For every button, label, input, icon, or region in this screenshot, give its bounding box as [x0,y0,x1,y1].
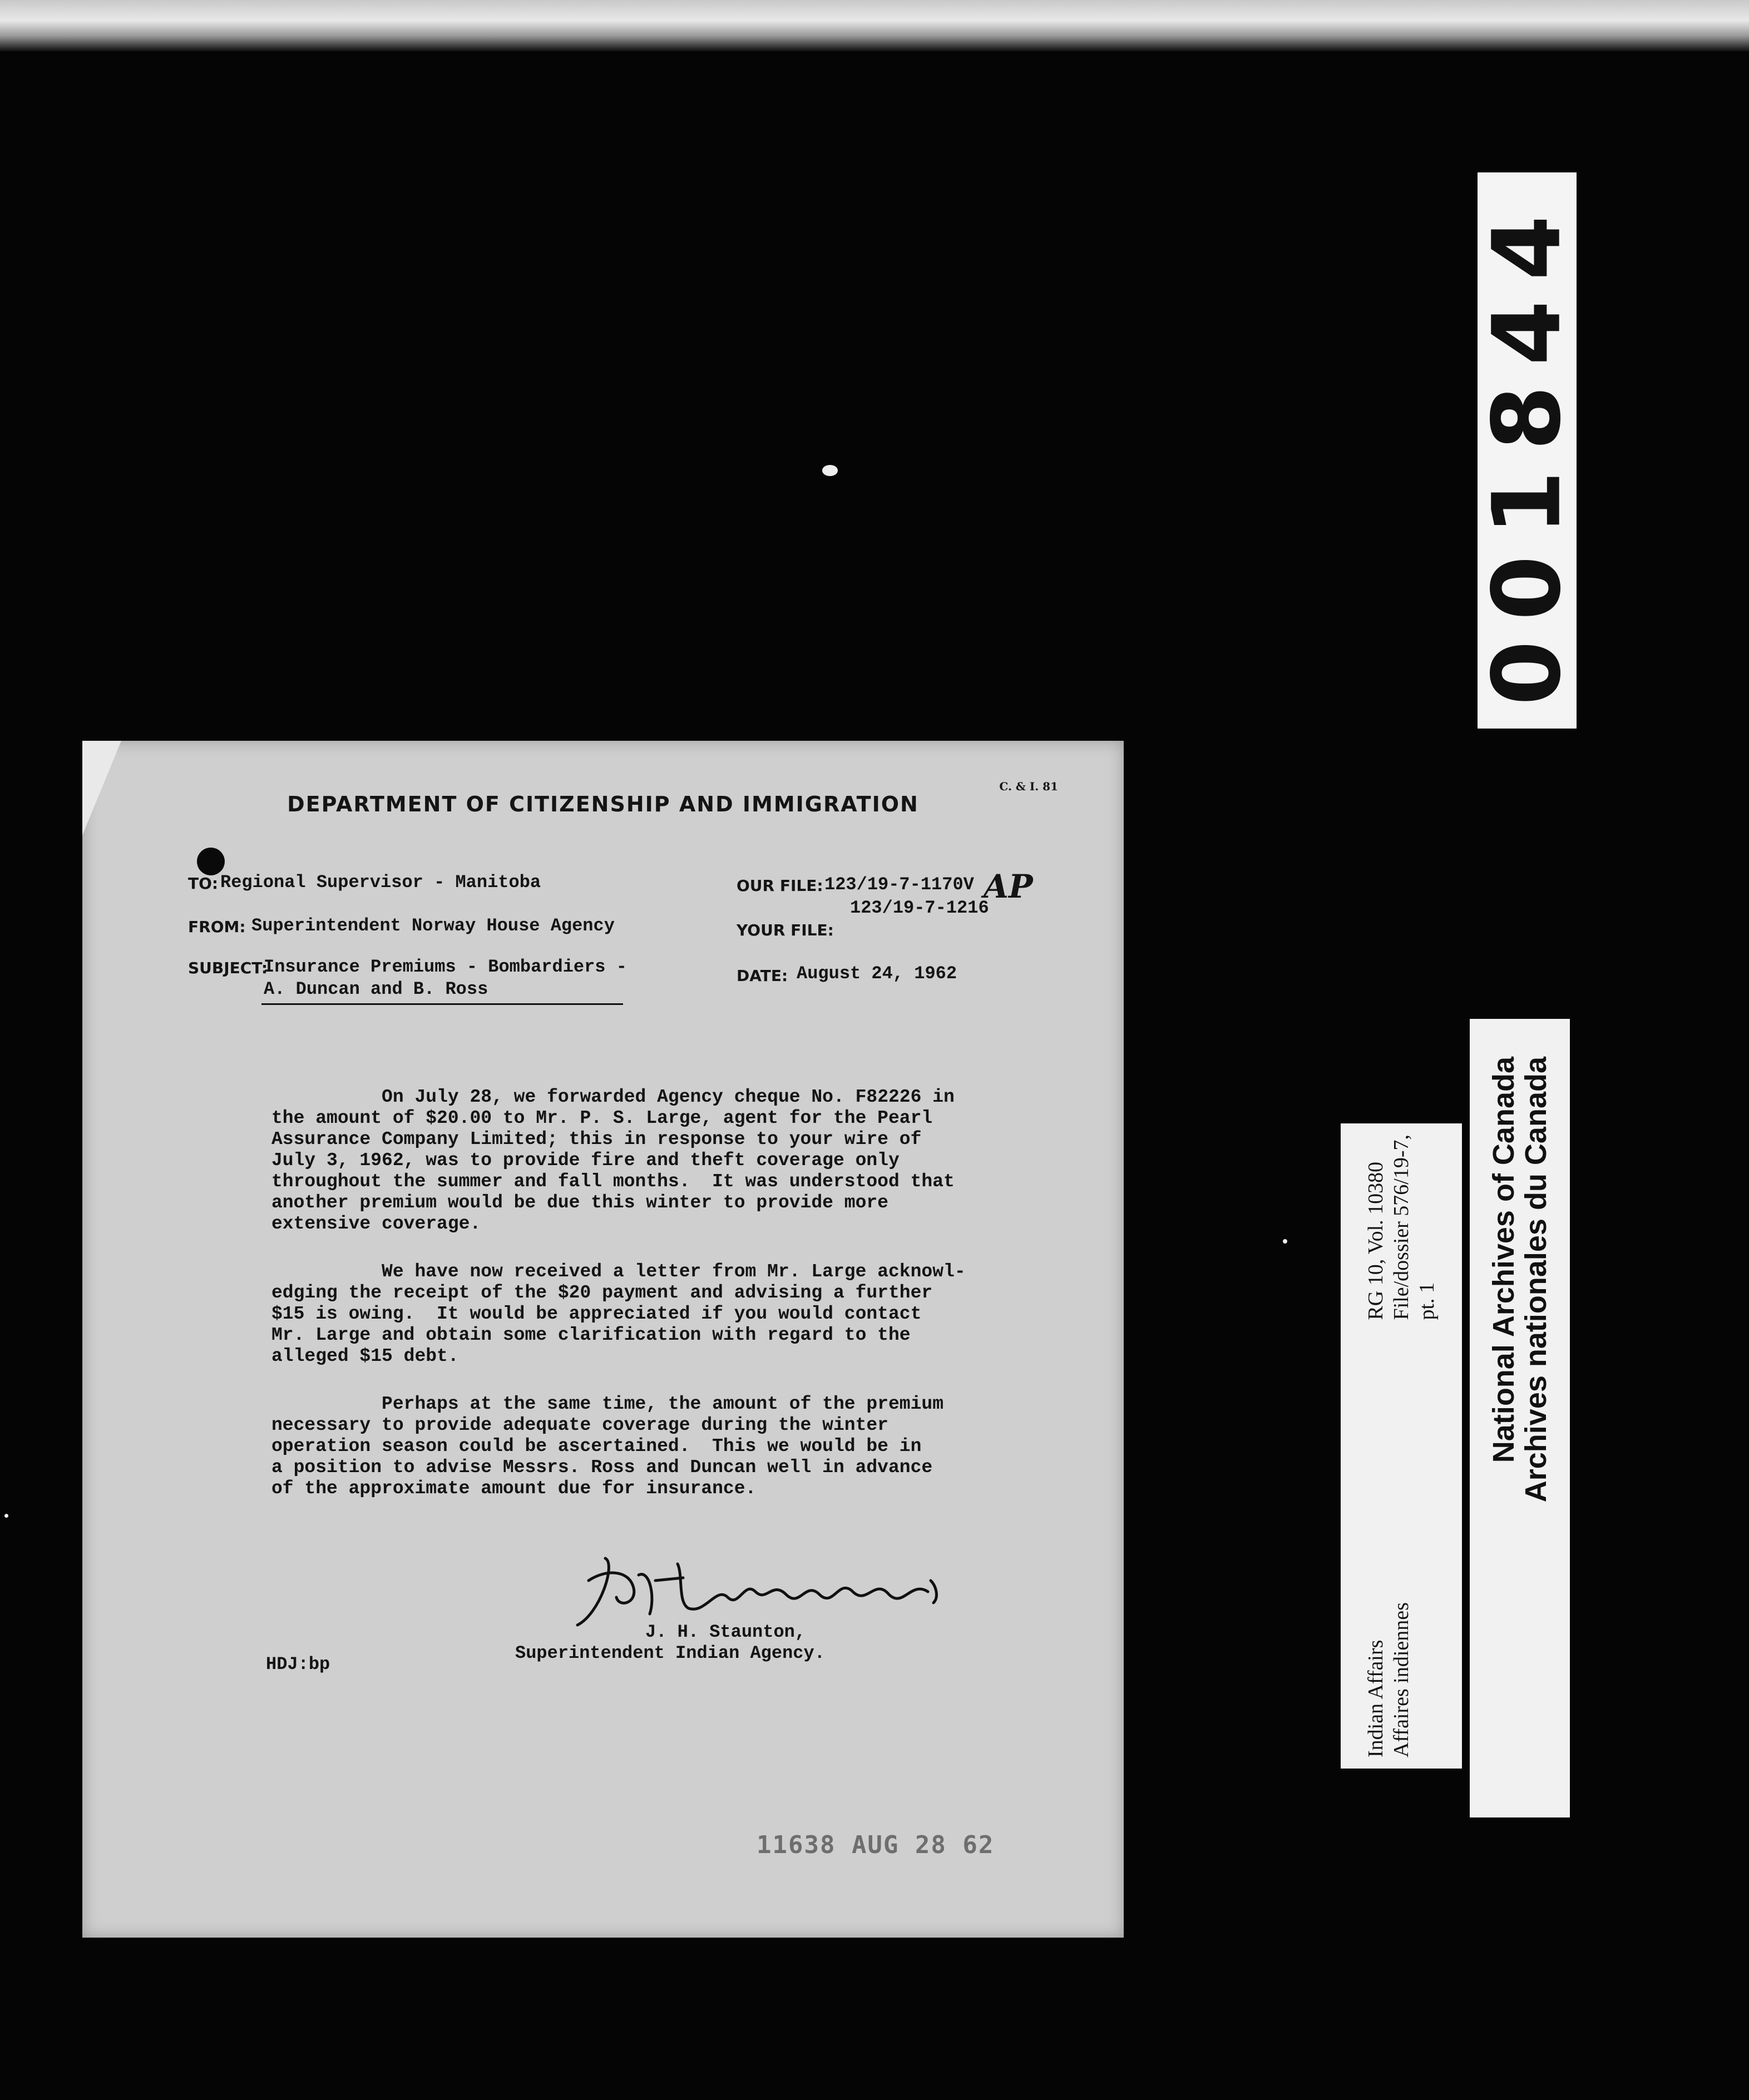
our-file-line-2: 123/19-7-1216 [850,898,989,918]
archive-name-en: National Archives of Canada [1487,1057,1520,1463]
subject-underline [261,1003,623,1005]
to-value: Regional Supervisor - Manitoba [220,872,541,893]
subject-line-2: A. Duncan and B. Ross [264,979,488,999]
folded-corner [82,741,121,835]
dust-speck [822,465,838,476]
body-paragraph: We have now received a letter from Mr. Large acknowl- edging the receipt of the $20 payment and advising a further $15 is owing. It would be appreciated if you would contact Mr. Large and obtain some clarification with regard to the alleged $15 debt. [271,1261,966,1366]
your-file-label: YOUR FILE: [737,921,834,939]
typist-initials: HDJ:bp [266,1654,330,1675]
dust-speck [1283,1239,1287,1244]
date-label: DATE: [737,967,788,985]
body-paragraph: Perhaps at the same time, the amount of the premium necessary to provide adequate coverage during the winter operation season could be ascertained. This we would be in a position to advise Messrs. Ross and Duncan well in advance of the approximate amount due for insurance. [271,1394,944,1499]
punch-hole [197,848,225,875]
file-annotation: AP [984,868,1033,905]
film-edge [0,0,1749,51]
frame-number: 001844 [1473,195,1582,706]
archive-reference-card [1341,1123,1462,1769]
signatory-title: Superintendent Indian Agency. [515,1643,825,1663]
from-label: FROM: [188,918,246,936]
frame-number-label [1473,172,1582,729]
file-part: pt. 1 [1415,1282,1439,1320]
body-paragraph: On July 28, we forwarded Agency cheque No. F82226 in the amount of $20.00 to Mr. P. S. Large, agent for the Pearl Assurance Company Limited; this in response to your wire of July 3, 1962, was to provide fire and theft coverage only throughout the summer and fall months. It was understood that another premium would be due this winter to provide more extensive coverage. [271,1087,955,1234]
our-file-line-1: 123/19-7-1170V [824,874,974,895]
subject-line-1: Insurance Premiums - Bombardiers - [264,957,627,977]
record-group: RG 10, Vol. 10380 [1364,1161,1387,1320]
received-stamp: 11638 AUG 28 62 [757,1831,995,1859]
handwritten-signature [566,1547,989,1631]
memo-document [82,741,1124,1938]
archive-name-fr: Archives nationales du Canada [1519,1057,1553,1503]
collection-label-en: Indian Affairs [1364,1640,1387,1757]
subject-label: SUBJECT: [188,959,268,977]
to-label: TO: [188,874,219,893]
from-value: Superintendent Norway House Agency [251,915,615,936]
form-code: C. & I. 81 [999,780,1058,793]
dust-speck [4,1514,8,1518]
collection-label-fr: Affaires indiennes [1390,1602,1413,1757]
our-file-label: OUR FILE: [737,876,823,895]
signatory-name: J. H. Staunton, [645,1622,806,1642]
file-reference [1363,1135,1440,1320]
national-archives-card [1470,1019,1570,1817]
date-value: August 24, 1962 [797,963,957,984]
memo-body [271,1087,1061,1526]
department-title: DEPARTMENT OF CITIZENSHIP AND IMMIGRATION [287,792,919,816]
collection-labels [1363,1602,1440,1757]
file-number: File/dossier 576/19-7, [1390,1135,1413,1320]
